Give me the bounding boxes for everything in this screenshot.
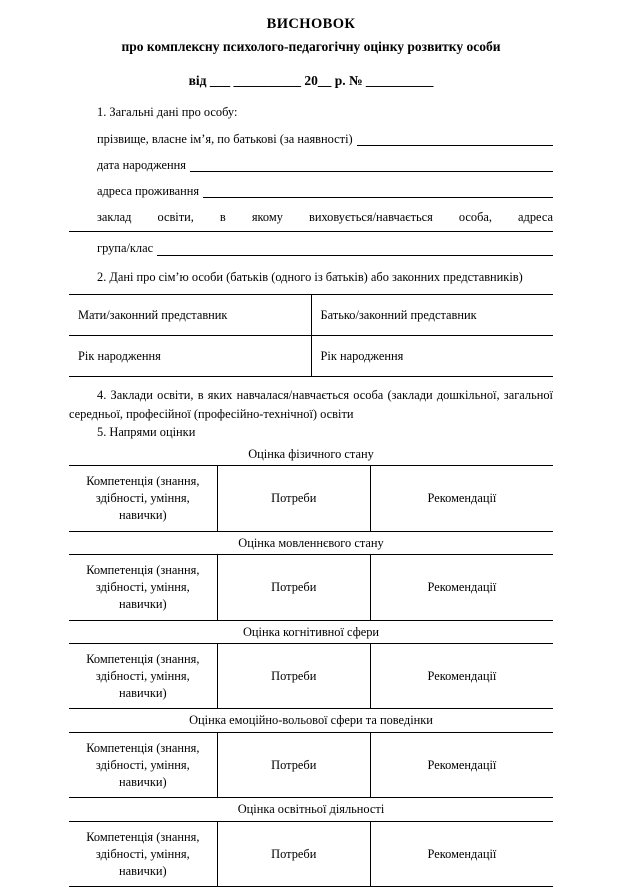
assessment-educational (69, 798, 553, 887)
family-table (69, 294, 553, 377)
field-birthdate (69, 156, 553, 175)
column-header-competence[interactable]: Компетенція (знання, здібності, уміння, навички) (69, 644, 217, 709)
assessment-emotional-heading: Оцінка емоційно-вольової сфери та поведінки (189, 713, 433, 728)
table-row (69, 466, 553, 531)
column-header-competence[interactable]: Компетенція (знання, здібності, уміння, навички) (69, 822, 217, 887)
assessment-emotional (69, 709, 553, 798)
document-dateline: від ___ __________ 20__ р. № __________ (188, 73, 434, 89)
field-fullname-label: прізвище, власне ім’я, по батькові (за наявності) (97, 131, 353, 146)
field-institution-label: заклад освіти, в якому виховується/навчається особа, адреса (97, 210, 553, 225)
column-header-needs[interactable]: Потреби (217, 822, 370, 887)
cell-mother-representative[interactable]: Мати/законний представник (69, 295, 311, 336)
field-group-class-input[interactable] (157, 255, 553, 256)
table-row (69, 295, 553, 336)
field-birthdate-label: дата народження (97, 157, 186, 172)
assessment-cognitive-table (69, 643, 553, 709)
field-institution-input[interactable] (69, 231, 553, 232)
column-header-needs[interactable]: Потреби (217, 466, 370, 531)
assessment-physical-table (69, 465, 553, 531)
column-header-competence[interactable]: Компетенція (знання, здібності, уміння, навички) (69, 555, 217, 620)
assessment-cognitive (69, 621, 553, 710)
assessment-speech-table (69, 554, 553, 620)
column-header-needs[interactable]: Потреби (217, 733, 370, 798)
column-header-recommendations[interactable]: Рекомендації (370, 733, 553, 798)
assessment-speech-heading: Оцінка мовленнєвого стану (238, 535, 384, 550)
column-header-recommendations[interactable]: Рекомендації (370, 555, 553, 620)
assessment-emotional-table (69, 732, 553, 798)
column-header-needs[interactable]: Потреби (217, 555, 370, 620)
assessment-educational-heading: Оцінка освітньої діяльності (237, 802, 385, 817)
cell-mother-birthyear[interactable]: Рік народження (69, 336, 311, 377)
column-header-competence[interactable]: Компетенція (знання, здібності, уміння, навички) (69, 466, 217, 531)
assessment-cognitive-heading: Оцінка когнітивної сфери (242, 624, 380, 639)
section4-text: 4. Заклади освіти, в яких навчалася/навчається особа (заклади дошкільної, загальної середньої, професійної (професійно-технічної) освіти (69, 388, 553, 421)
column-header-needs[interactable]: Потреби (217, 644, 370, 709)
field-address-label: адреса проживання (97, 183, 200, 198)
assessment-physical (69, 443, 553, 532)
field-fullname (69, 130, 553, 149)
column-header-recommendations[interactable]: Рекомендації (370, 822, 553, 887)
section5-heading: 5. Напрями оцінки (97, 425, 196, 440)
field-address (69, 182, 553, 201)
cell-father-birthyear[interactable]: Рік народження (311, 336, 553, 377)
table-row (69, 644, 553, 709)
assessment-speech (69, 532, 553, 621)
page-title: ВИСНОВОК (266, 16, 356, 32)
column-header-recommendations[interactable]: Рекомендації (370, 466, 553, 531)
document-body (69, 103, 553, 887)
section1-heading: 1. Загальні дані про особу: (97, 105, 238, 120)
column-header-recommendations[interactable]: Рекомендації (370, 644, 553, 709)
column-header-competence[interactable]: Компетенція (знання, здібності, уміння, навички) (69, 733, 217, 798)
assessment-physical-heading: Оцінка фізичного стану (248, 446, 374, 461)
section2-heading: 2. Дані про сім’ю особи (батьків (одного із батьків) або законних представників) (97, 269, 523, 284)
table-row (69, 733, 553, 798)
table-row (69, 336, 553, 377)
field-group-class (69, 239, 553, 258)
field-group-class-label: група/клас (97, 241, 154, 256)
table-row (69, 555, 553, 620)
cell-father-representative[interactable]: Батько/законний представник (311, 295, 553, 336)
page-subtitle: про комплексну психолого-педагогічну оцінку розвитку особи (121, 38, 501, 54)
field-fullname-input[interactable] (357, 145, 553, 146)
field-birthdate-input[interactable] (190, 171, 553, 172)
field-address-input[interactable] (203, 197, 553, 198)
table-row (69, 822, 553, 887)
assessment-educational-table (69, 821, 553, 887)
